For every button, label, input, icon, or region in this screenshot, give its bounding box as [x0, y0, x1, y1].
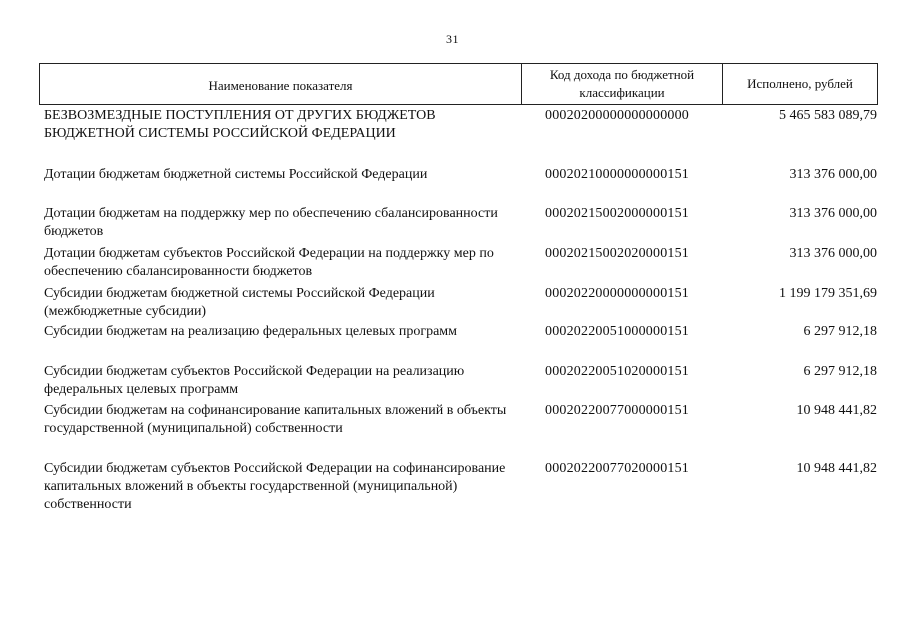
row-amount: 10 948 441,82 — [796, 403, 877, 418]
row-code: 00020215002020000151 — [545, 246, 689, 261]
row-amount: 6 297 912,18 — [803, 324, 877, 339]
header-amount-column: Исполнено, рублей — [747, 76, 853, 91]
row-code: 00020215002000000151 — [545, 206, 689, 221]
table-header — [39, 63, 878, 105]
row-name: Дотации бюджетам бюджетной системы Российской Федерации — [44, 167, 428, 182]
header-code-column: Код дохода по бюджетной классификации — [521, 64, 723, 104]
row-code: 00020220051020000151 — [545, 364, 689, 379]
row-code: 00020220051000000151 — [545, 324, 689, 339]
row-name: БЕЗВОЗМЕЗДНЫЕ ПОСТУПЛЕНИЯ ОТ ДРУГИХ БЮДЖЕТОВ БЮДЖЕТНОЙ СИСТЕМЫ РОССИЙСКОЙ ФЕДЕРАЦИИ — [44, 108, 436, 141]
row-name: Субсидии бюджетам на софинансирование капитальных вложений в объекты государственной (муниципальной) собственности — [44, 403, 507, 436]
header-name-column: Наименование показателя — [208, 78, 353, 93]
row-name: Субсидии бюджетам субъектов Российской Федерации на реализацию федеральных целевых программ — [44, 364, 465, 397]
row-name: Субсидии бюджетам бюджетной системы Российской Федерации (межбюджетные субсидии) — [44, 286, 435, 319]
row-amount: 1 199 179 351,69 — [779, 286, 877, 301]
row-code: 00020220077000000151 — [545, 403, 689, 418]
row-name: Субсидии бюджетам на реализацию федеральных целевых программ — [44, 324, 458, 339]
row-name: Дотации бюджетам на поддержку мер по обеспечению сбалансированности бюджетов — [44, 206, 498, 239]
row-amount: 313 376 000,00 — [789, 206, 877, 221]
row-name: Дотации бюджетам субъектов Российской Федерации на поддержку мер по обеспечению сбалансированности бюджетов — [44, 246, 494, 279]
row-amount: 10 948 441,82 — [796, 461, 877, 476]
row-code: 00020210000000000151 — [545, 167, 689, 182]
row-name: Субсидии бюджетам субъектов Российской Федерации на софинансирование капитальных вложений в объекты государственной (муниципальной) собственности — [44, 461, 506, 512]
row-amount: 6 297 912,18 — [803, 364, 877, 379]
row-amount: 5 465 583 089,79 — [779, 108, 877, 123]
row-code: 00020200000000000000 — [545, 108, 689, 123]
row-code: 00020220000000000151 — [545, 286, 689, 301]
row-code: 00020220077020000151 — [545, 461, 689, 476]
row-amount: 313 376 000,00 — [789, 167, 877, 182]
page-number: 31 — [446, 32, 459, 46]
row-amount: 313 376 000,00 — [789, 246, 877, 261]
